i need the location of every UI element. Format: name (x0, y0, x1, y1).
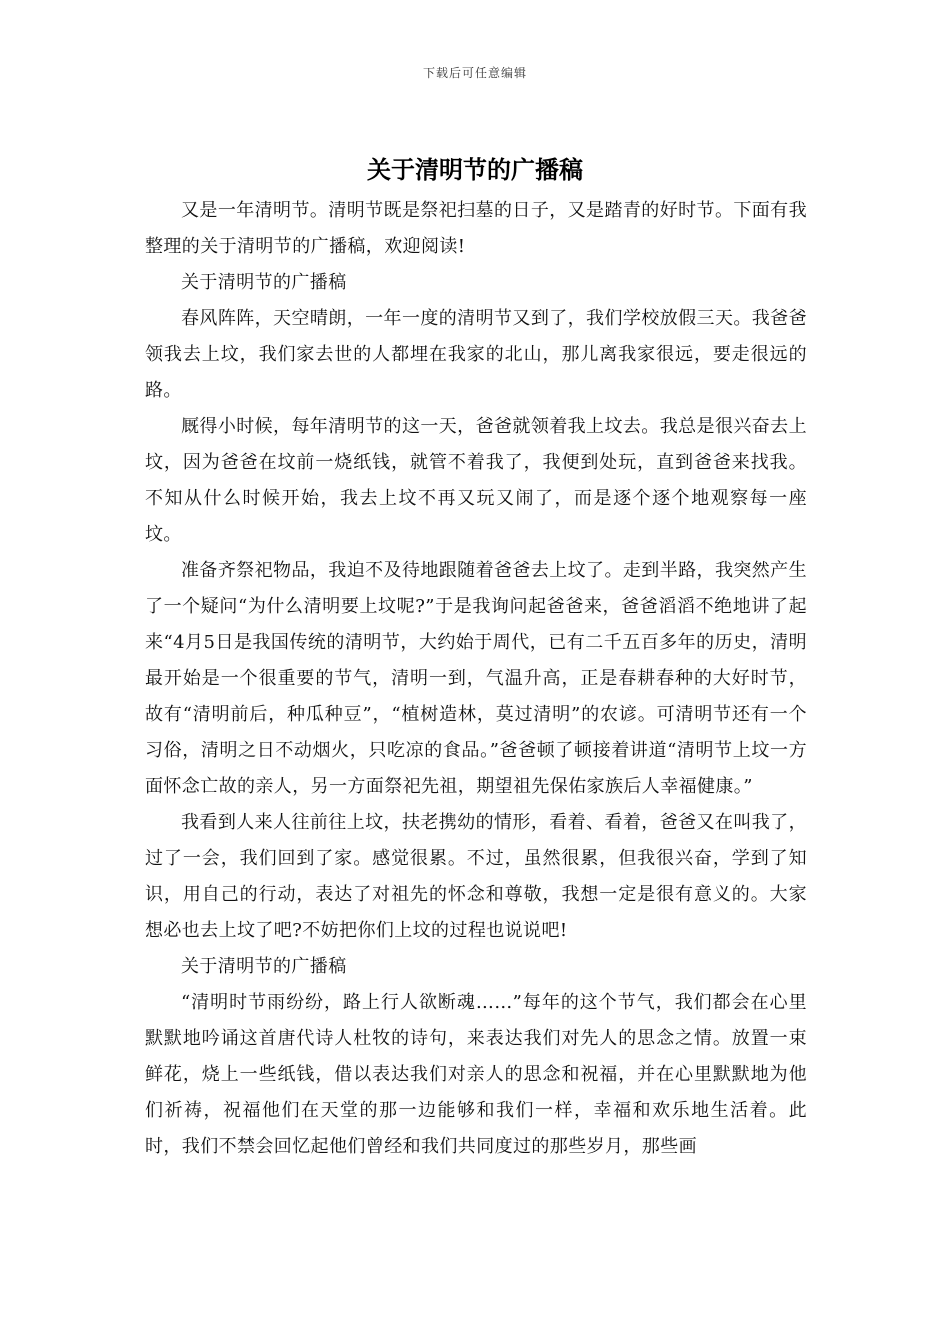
body-paragraph: 我看到人来人往前往上坟，扶老携幼的情形，看着、看着，爸爸又在叫我了，过了一会，我们回到了家。感觉很累。不过，虽然很累，但我很兴奋，学到了知识，用自己的行动，表达了对祖先的怀念和尊敬，我想一定是很有意义的。大家想必也去上坟了吧?不妨把你们上坟的过程也说说吧! (145, 812, 807, 941)
section-heading: 关于清明节的广播稿 (181, 272, 347, 293)
document-title: 关于清明节的广播稿 (367, 156, 583, 184)
body-paragraph: 厩得小时候，每年清明节的这一天，爸爸就领着我上坟去。我总是很兴奋去上坟，因为爸爸在坟前一烧纸钱，就管不着我了，我便到处玩，直到爸爸来找我。不知从什么时候开始，我去上坟不再又玩又闹了，而是逐个逐个地观察每一座坟。 (145, 416, 807, 545)
body-paragraph: 准备齐祭祀物品，我迫不及待地跟随着爸爸去上坟了。走到半路，我突然产生了一个疑问“为什么清明要上坟呢?”于是我询问起爸爸来，爸爸滔滔不绝地讲了起来“4月5日是我国传统的清明节，大约始于周代，已有二千五百多年的历史，清明最开始是一个很重要的节气，清明一到，气温升高，正是春耕春种的大好时节，故有“清明前后，种瓜种豆”，“植树造林，莫过清明”的农谚。可清明节还有一个习俗，清明之日不动烟火，只吃凉的食品。”爸爸顿了顿接着讲道“清明节上坟一方面怀念亡故的亲人，另一方面祭祀先祖，期望祖先保佑家族后人幸福健康。” (145, 560, 807, 797)
body-paragraph: “清明时节雨纷纷，路上行人欲断魂……”每年的这个节气，我们都会在心里默默地吟诵这首唐代诗人杜牧的诗句，来表达我们对先人的思念之情。放置一束鲜花，烧上一些纸钱，借以表达我们对亲人的思念和祝福，并在心里默默地为他们祈祷，祝福他们在天堂的那一边能够和我们一样，幸福和欢乐地生活着。此时，我们不禁会回忆起他们曾经和我们共同度过的那些岁月，那些画 (145, 992, 807, 1157)
section-heading: 关于清明节的广播稿 (181, 956, 347, 977)
header-note: 下载后可任意编辑 (422, 66, 527, 80)
intro-paragraph: 又是一年清明节。清明节既是祭祀扫墓的日子，又是踏青的好时节。下面有我整理的关于清明节的广播稿，欢迎阅读! (145, 200, 807, 257)
body-paragraph: 春风阵阵，天空晴朗，一年一度的清明节又到了，我们学校放假三天。我爸爸领我去上坟，我们家去世的人都埋在我家的北山，那儿离我家很远，要走很远的路。 (145, 308, 807, 401)
document-body (145, 193, 807, 1165)
